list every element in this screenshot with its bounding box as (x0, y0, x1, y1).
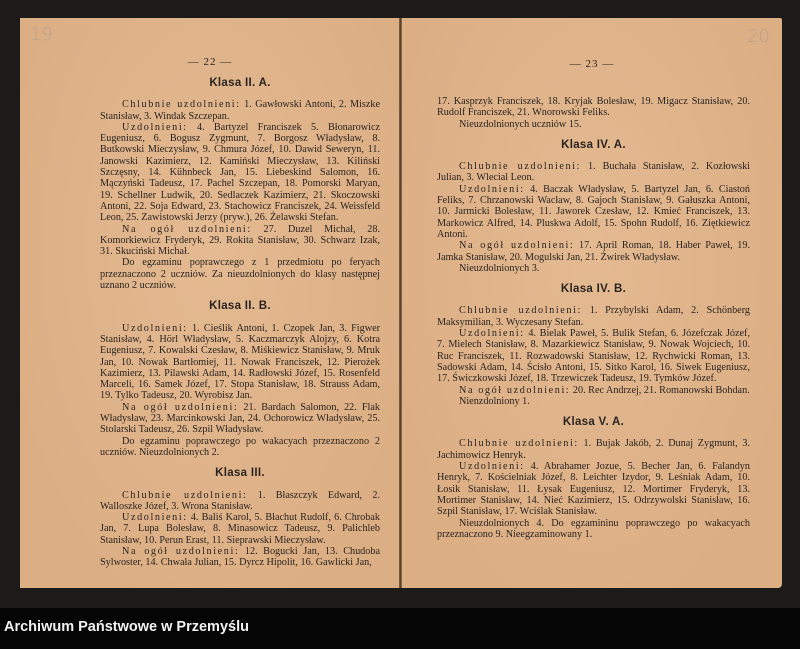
category-label: Chlubnie uzdolnieni: (459, 161, 582, 173)
page-number: — 23 — (569, 58, 615, 70)
student-list-text: 4. Baczak Władysław, 5. Bartyzel Jan, 6. Ciastoń Feliks, 7. Chrzanowski Wacław, 8. Gajoch Stanisław, 9. Gałuszka Antoni, 10. Jarmicki Bolesław, 11. Jaworek Czesław, 12. Kmieć Franciszek, 13. Markowicz Alfred, 14. Pluskwa Adolf, 15. Spohn Rudolf, 16. Ziętkiewicz Antoni. (437, 183, 750, 240)
student-list-text: Nieuzdolnionych 4. Do egzamininu poprawczego po wakacyach przeznaczono 9. Nieegzaminowany 1. (437, 517, 750, 540)
paragraph (437, 385, 750, 396)
category-label: Na ogół uzdolnieni: (459, 384, 571, 396)
paragraph (100, 546, 380, 569)
student-list-text: Nieuzdolnionych uczniów 15. (459, 118, 582, 130)
category-label: Chlubnie uzdolnieni: (122, 99, 241, 111)
category-label: Uzdolnieni: (122, 512, 188, 524)
category-label: Na ogół uzdolnieni: (122, 223, 252, 235)
paragraph (100, 257, 380, 291)
student-list-text: 1. Błaszczyk Edward, 2. Walloszke Józef, 3. Wrona Stanisław. (100, 489, 381, 512)
category-label: Uzdolnieni: (459, 461, 525, 473)
category-label: Na ogół uzdolnieni: (122, 545, 240, 557)
paragraph (100, 122, 380, 224)
paragraph (437, 263, 750, 274)
paragraph (437, 184, 750, 240)
student-list-text: 4. Abrahamer Jozue, 5. Becher Jan, 6. Falandyn Henryk, 7. Kościelniak Józef, 8. Leichter Izydor, 9. Leśniak Adam, 10. Łosik Stanisław, 11. Łysak Eugeniusz, 12. Mortimer Fryderyk, 13. Mortimer Stanisław, 14. Nieć Kazimierz, 15. Odrzywolski Stanisław, 16. Szpil Stanisław, 17. Wciślak Stanisław. (437, 461, 750, 518)
category-label: Chlubnie uzdolnieni: (459, 438, 579, 450)
student-list-text: Nienzdolniony 1. (459, 395, 530, 407)
student-list-text: Do egzaminu poprawczego po wakacyach przeznaczono 2 uczniów. Nieuzdolnionych 2. (100, 435, 380, 458)
page-number: — 22 — (187, 56, 233, 68)
class-heading: Klasa IV. A. (561, 138, 626, 151)
class-heading: Klasa V. A. (562, 416, 625, 429)
paragraph (437, 396, 750, 407)
left-page (20, 18, 401, 588)
class-heading: Klasa II. B. (209, 300, 271, 313)
paragraph (100, 323, 380, 402)
paragraph (100, 490, 380, 513)
student-list-text: 17. April Roman, 18. Haber Paweł, 19. Jamka Stanisław, 20. Mogulski Jan, 21. Żwirek Władysław. (437, 240, 750, 263)
student-list-text: 21. Bardach Salomon, 22. Flak Władysław, 23. Marcinkowski Jan, 24. Ochorowicz Władysław, 25. Stolarski Tadeusz, 26. Szpil Władysław. (100, 401, 380, 436)
page-content (100, 78, 380, 569)
paragraph (100, 436, 380, 459)
student-list-text: Do egzaminu poprawczego z 1 przedmiotu po feryach przeznaczono 2 uczniów. Za nieuzdolnionych do klasy następnej uznano 2 uczniów. (100, 257, 380, 292)
student-list-text: 27. Duzel Michał, 28. Komorkiewicz Fryderyk, 29. Rokita Stanisław, 30. Schwarz Izak, 31. Skuciński Michał. (100, 223, 380, 258)
paragraph (100, 402, 380, 436)
category-label: Na ogół uzdolnieni: (122, 401, 239, 413)
class-heading: Klasa II. A. (209, 77, 271, 89)
pencil-folio-mark: 19 (30, 24, 53, 45)
paragraph (437, 328, 750, 384)
archive-caption: Archiwum Państwowe w Przemyślu (4, 619, 249, 635)
paragraph (437, 96, 750, 119)
category-label: Chlubnie uzdolnieni: (459, 305, 582, 317)
paragraph (437, 240, 750, 263)
student-list-text: 1. Gawłowski Antoni, 2. Miszke Stanisław, 3. Windak Szczepan. (100, 99, 381, 122)
paragraph (100, 99, 380, 122)
student-list-text: 17. Kasprzyk Franciszek, 18. Kryjak Bolesław, 19. Migacz Stanisław, 20. Rudolf Franciszek, 21. Wnorowski Feliks. (437, 96, 750, 119)
category-label: Uzdolnieni: (459, 183, 525, 195)
student-list-text: 4. Baliś Karol, 5. Błachut Rudolf, 6. Chrobak Jan, 7. Lupa Bolesław, 8. Minasowicz Tadeusz, 9. Palichleb Stanisław, 10. Perun Erast, 11. Sieprawski Mieczysław. (100, 512, 380, 546)
category-label: Uzdolnieni: (459, 328, 525, 340)
student-list-text: 12. Bogucki Jan, 13. Chudoba Sylwoster, 14. Chwała Julian, 15. Dyrcz Hipolit, 16. Gawlicki Jan, (100, 545, 380, 569)
student-list-text: 1. Bujak Jakób, 2. Dunaj Zygmunt, 3. Jachimowicz Henryk. (437, 438, 750, 461)
class-heading: Klasa IV. B. (560, 283, 627, 296)
student-list-text: 1. Buchała Stanisław, 2. Kozłowski Julian, 3. Wlecial Leon. (437, 161, 750, 184)
category-label: Na ogół uzdolnieni: (459, 240, 575, 252)
paragraph (100, 512, 380, 546)
right-page (402, 18, 782, 588)
pencil-folio-mark: 20 (747, 26, 770, 47)
paragraph (437, 305, 750, 328)
paragraph (437, 518, 750, 541)
category-label: Uzdolnieni: (122, 322, 188, 334)
student-list-text: 4. Bielak Paweł, 5. Bulik Stefan, 6. Józefczak Józef, 7. Mielech Stanisław, 8. Mazarkiewicz Stanisław, 9. Nowak Wojciech, 10. Ruc Franciszek, 11. Rozwadowski Stanisław, 12. Rychwicki Roman, 13. Sadowski Adam, 14. Ścisło Antoni, 15. Sitko Karol, 16. Siwek Eugeniusz, 17. Świczkowski Józef, 18. Trzewiczek Tadeusz, 19. Tymków Józef. (437, 328, 750, 385)
paragraph (437, 119, 750, 130)
student-list-text: 20. Rec Andrzej, 21. Romanowski Bohdan. (570, 384, 750, 396)
paragraph (100, 224, 380, 258)
student-list-text: 1. Przybylski Adam, 2. Schönberg Maksymilian, 3. Wyczesany Stefan. (437, 305, 750, 328)
paragraph (437, 438, 750, 461)
archive-caption-bar (0, 608, 800, 649)
student-list-text: Nieuzdolnionych 3. (459, 262, 540, 274)
page-content (437, 96, 750, 540)
category-label: Chlubnie uzdolnieni: (122, 489, 248, 501)
category-label: Uzdolnieni: (122, 121, 188, 133)
paragraph (437, 161, 750, 184)
student-list-text: 4. Bartyzel Franciszek 5. Błonarowicz Eugeniusz, 6. Bogusz Zygmunt, 7. Borgosz Władysław, 8. Butkowski Mieczysław, 9. Chmura Józef, 10. Dawid Seweryn, 11. Janowski Kazimierz, 12. Kamiński Mieczysław, 13. Kiliński Szczęsny, 14. Kühnbeck Jan, 15. Liebeskind Salomon, 16. Mączyński Tadeusz, 17. Pachel Szczepan, 18. Pomorski Maryan, 19. Schellner Ludwik, 20. Sedlaczek Kazimierz, 21. Skoczowski Antoni, 22. Soja Edward, 23. Stachowicz Franciszek, 24. Weissfeld Leon, 25. Zawistowski Jerzy (pryw.), 26. Żelawski Stefan. (100, 121, 380, 224)
paragraph (437, 461, 750, 517)
student-list-text: 1. Cieślik Antoni, 1. Czopek Jan, 3. Figwer Stanisław, 4. Hörl Władysław, 5. Kaczmarczyk Alojzy, 6. Kotra Eugeniusz, 7. Kowalski Czesław, 8. Miśkiewicz Stanisław, 9. Mruk Jan, 10. Nowak Bartłomiej, 11. Nowak Franciszek, 12. Pierożek Kazimierz, 13. Pilawski Adam, 14. Radłowski Józef, 15. Rosenfeld Marceli, 16. Samek Józef, 17. Stopa Stanisław, 18. Strauss Adam, 19. Tylko Tadeusz, 20. Wyrobisz Jan. (100, 322, 380, 402)
class-heading: Klasa III. (215, 467, 265, 480)
